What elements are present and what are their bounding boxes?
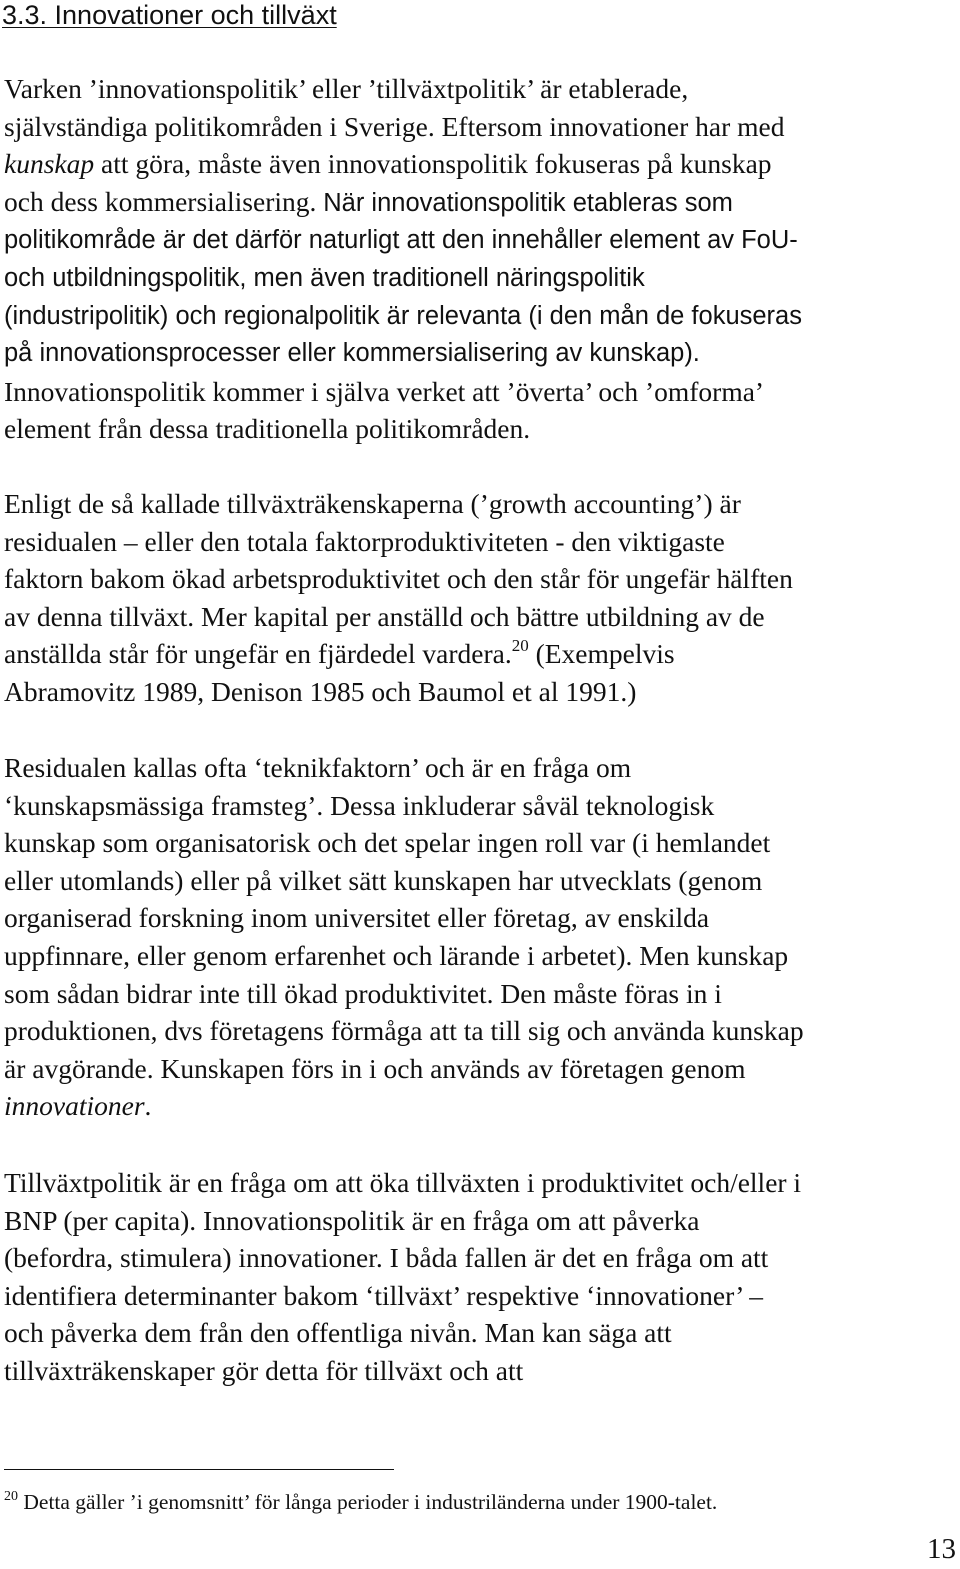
text-line: av denna tillväxt. Mer kapital per anställd och bättre utbildning av de xyxy=(4,600,765,632)
text-line: Tillväxtpolitik är en fråga om att öka tillväxten i produktivitet och/eller i xyxy=(4,1167,802,1198)
text-line: produktionen, dvs företagens förmåga att ta till sig och använda kunskap xyxy=(4,1015,804,1047)
footnote-divider xyxy=(4,1469,394,1470)
text-line: faktorn bakom ökad arbetsproduktivitet och den står för ungefär hälften xyxy=(4,563,793,595)
footnote-reference[interactable]: 20 xyxy=(511,636,529,656)
text-line: (industripolitik) och regionalpolitik är relevanta (i den mån de fokuseras xyxy=(4,301,802,330)
text-line: Innovationspolitik kommer i själva verket att ’överta’ och ’omforma’ xyxy=(4,375,765,407)
text-line: BNP (per capita). Innovationspolitik är en fråga om att påverka xyxy=(4,1204,700,1236)
text-line: Residualen kallas ofta ‘teknikfaktorn’ och är en fråga om xyxy=(4,752,632,783)
text-line: ‘kunskapsmässiga framsteg’. Dessa inkluderar såväl teknologisk xyxy=(4,789,715,821)
text-line: Abramovitz 1989, Denison 1985 och Baumol et al 1991.) xyxy=(4,675,637,707)
footnote-text: Detta gäller ’i genomsnitt’ för långa perioder i industriländerna under 1900-talet. xyxy=(18,1490,718,1514)
footnote xyxy=(4,1488,717,1516)
text-segment: och dess kommersialisering. xyxy=(4,185,324,217)
text-segment: (Exempelvis xyxy=(528,638,675,670)
text-line: Enligt de så kallade tillväxträkenskaperna (’growth accounting’) är xyxy=(4,488,741,519)
page-number: 13 xyxy=(927,1533,956,1565)
text-line: som sådan bidrar inte till ökad produktivitet. Den måste föras in i xyxy=(4,977,722,1009)
text-line: på innovationsprocesser eller kommersialisering av kunskap). xyxy=(4,339,700,368)
text-line: organiserad forskning inom universitet eller företag, av enskilda xyxy=(4,902,710,934)
section-heading: 3.3. Innovationer och tillväxt xyxy=(2,0,337,30)
text-segment: anställda står för ungefär en fjärdedel vardera. xyxy=(4,638,512,670)
text-line: uppfinnare, eller genom erfarenhet och lärande i arbetet). Men kunskap xyxy=(4,939,789,971)
text-segment: . xyxy=(144,1090,152,1122)
paragraph-3 xyxy=(4,749,960,1125)
text-line: element från dessa traditionella politikområden. xyxy=(4,413,531,445)
text-line xyxy=(4,183,960,223)
text-line: (befordra, stimulera) innovationer. I båda fallen är det en fråga om att xyxy=(4,1242,769,1274)
text-line: och påverka dem från den offentliga nivån. Man kan säga att xyxy=(4,1317,672,1349)
text-line xyxy=(4,1087,960,1125)
text-line: Varken ’innovationspolitik’ eller ’tillväxtpolitik’ är etablerade, xyxy=(4,73,689,104)
text-line: är avgörande. Kunskapen förs in i och används av företagen genom xyxy=(4,1052,746,1084)
text-segment: När innovationspolitik etableras som xyxy=(323,188,733,217)
text-line: residualen – eller den totala faktorproduktiviteten - den viktigaste xyxy=(4,525,725,557)
text-line: eller utomlands) eller på vilket sätt kunskapen har utvecklats (genom xyxy=(4,864,763,896)
text-segment: att göra, måste även innovationspolitik fokuseras på kunskap xyxy=(94,148,772,180)
paragraph-1 xyxy=(4,70,960,448)
text-line: självständiga politikområden i Sverige. Eftersom innovationer har med xyxy=(4,110,785,142)
emphasis-text: innovationer xyxy=(4,1090,145,1122)
emphasis-text: kunskap xyxy=(4,148,95,180)
text-line: tillväxträkenskaper gör detta för tillväxt och att xyxy=(4,1354,524,1386)
text-line: kunskap som organisatorisk och det spelar ingen roll var (i hemlandet xyxy=(4,827,771,859)
paragraph-2 xyxy=(4,485,960,711)
text-line: politikområde är det därför naturligt att den innehåller element av FoU- xyxy=(4,226,798,255)
text-line: identifiera determinanter bakom ‘tillväxt’ respektive ‘innovationer’ – xyxy=(4,1279,764,1311)
text-line: och utbildningspolitik, men även traditionell näringspolitik xyxy=(4,263,645,292)
paragraph-4 xyxy=(4,1164,960,1390)
footnote-number: 20 xyxy=(4,1489,18,1504)
text-line xyxy=(4,145,960,183)
text-line xyxy=(4,635,960,673)
